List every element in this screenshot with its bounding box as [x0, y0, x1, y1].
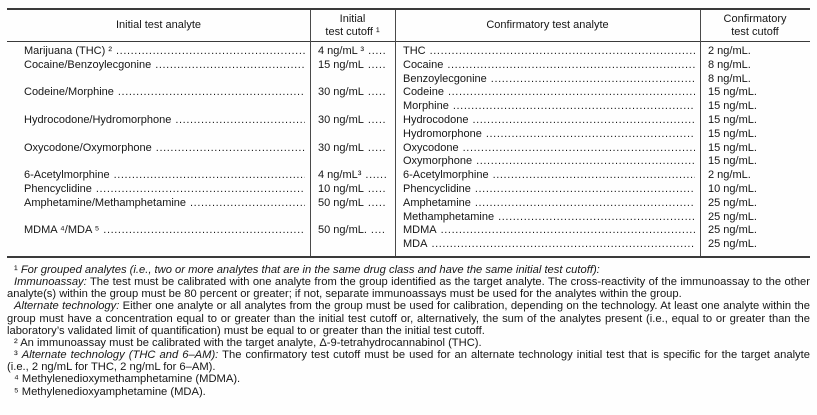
dot-leader: [103, 224, 305, 238]
confirmatory-analyte-label: Hydromorphone: [403, 127, 482, 140]
dot-leader: [463, 142, 695, 156]
initial-cutoff-value: 30 ng/mL: [318, 86, 364, 99]
confirmatory-analyte-label: 6-Acetylmorphine: [403, 169, 489, 182]
dot-leader: [116, 45, 305, 59]
initial-analyte-label: Hydrocodone/Hydromorphone: [24, 113, 172, 126]
initial-cutoff-cell: [310, 73, 395, 87]
confirmatory-analyte-label: MDA: [403, 238, 428, 251]
initial-analyte-cell: [7, 197, 310, 211]
initial-cutoff-cell: [310, 86, 395, 100]
confirmatory-analyte-cell: [395, 128, 700, 142]
confirmatory-analyte-label: Cocaine: [403, 58, 444, 71]
confirmatory-cutoff-cell: [700, 45, 810, 59]
initial-analyte-cell: [7, 142, 310, 156]
footnote-text: ⁴ Methylenedioxymethamphetamine (MDMA).: [14, 373, 241, 386]
initial-analyte-cell: [7, 86, 310, 100]
confirmatory-analyte-cell: [395, 86, 700, 100]
initial-cutoff-value: 30 ng/mL: [318, 141, 364, 154]
dot-leader: [431, 238, 695, 252]
dot-leader: [190, 197, 305, 211]
confirmatory-analyte-cell: [395, 238, 700, 252]
column-divider: [700, 10, 701, 256]
dot-leader: [368, 45, 386, 59]
confirmatory-analyte-cell: [395, 211, 700, 225]
confirmatory-cutoff-value: 10 ng/mL.: [708, 182, 757, 195]
confirmatory-analyte-label: Methamphetamine: [403, 210, 495, 223]
header-label: Initial test analyte: [116, 19, 201, 32]
initial-analyte-label: Amphetamine/Methamphetamine: [24, 196, 187, 209]
initial-cutoff-cell: [310, 169, 395, 183]
confirmatory-cutoff-cell: [700, 183, 810, 197]
table-header-row: [7, 10, 810, 42]
confirmatory-analyte-label: Morphine: [403, 100, 449, 113]
initial-cutoff-cell: [310, 59, 395, 73]
footnote-1: [7, 264, 810, 276]
dot-leader: [365, 169, 386, 183]
footnote-lead-in: Alternate technology:: [14, 300, 120, 313]
confirmatory-cutoff-cell: [700, 224, 810, 238]
table-body: [7, 42, 810, 256]
footnote-4: [7, 373, 810, 385]
confirmatory-analyte-cell: [395, 183, 700, 197]
footnote-lead-in: Immunoassay:: [14, 276, 87, 289]
initial-analyte-cell: [7, 155, 310, 169]
initial-cutoff-cell: [310, 45, 395, 59]
dot-leader: [96, 183, 305, 197]
header-label-line1: Confirmatory: [723, 13, 787, 25]
dot-leader: [371, 224, 386, 238]
column-divider: [310, 10, 311, 256]
initial-cutoff-cell: [310, 183, 395, 197]
confirmatory-analyte-label: Amphetamine: [403, 196, 471, 209]
initial-cutoff-cell: [310, 224, 395, 238]
confirmatory-analyte-cell: [395, 73, 700, 87]
initial-analyte-cell: [7, 114, 310, 128]
confirmatory-cutoff-cell: [700, 142, 810, 156]
dot-leader: [368, 142, 386, 156]
initial-analyte-label: 6-Acetylmorphine: [24, 169, 110, 182]
confirmatory-cutoff-cell: [700, 114, 810, 128]
confirmatory-cutoff-cell: [700, 100, 810, 114]
dot-leader: [448, 86, 695, 100]
confirmatory-cutoff-cell: [700, 86, 810, 100]
dot-leader: [493, 169, 695, 183]
initial-cutoff-value: 4 ng/mL³: [318, 169, 362, 182]
initial-cutoff-cell: [310, 155, 395, 169]
initial-analyte-cell: [7, 224, 310, 238]
initial-analyte-label: Cocaine/Benzoylecgonine: [24, 58, 152, 71]
footnote-text: Either one analyte or all analytes from the group must be used for calibration, depending on the technology. At least one analyte within the group must have a concentration equal to or greater than the initial test cutoff or, alternatively, the sum of the analytes present (i.e., equal to or greater than the laboratory’s validated limit of quantification) must be equal to or greater than the initial test cutoff.: [7, 300, 810, 337]
confirmatory-analyte-cell: [395, 155, 700, 169]
confirmatory-cutoff-cell: [700, 197, 810, 211]
confirmatory-analyte-cell: [395, 224, 700, 238]
dot-leader: [475, 183, 695, 197]
initial-cutoff-cell: [310, 238, 395, 252]
initial-analyte-cell: [7, 45, 310, 59]
confirmatory-cutoff-cell: [700, 238, 810, 252]
confirmatory-cutoff-value: 2 ng/mL.: [708, 45, 751, 57]
initial-cutoff-value: 30 ng/mL: [318, 113, 364, 126]
dot-leader: [441, 224, 695, 238]
dot-leader: [430, 45, 695, 59]
footnote-marker: ³: [14, 349, 22, 362]
confirmatory-analyte-label: MDMA: [403, 224, 437, 237]
initial-analyte-label: Marijuana (THC) ²: [24, 45, 113, 57]
footnote-3: [7, 349, 810, 373]
dot-leader: [475, 197, 695, 211]
dot-leader: [368, 59, 386, 73]
footnote-text: For grouped analytes (i.e., two or more analytes that are in the same drug class and have the same initial test cutoff):: [20, 263, 600, 276]
initial-analyte-cell: [7, 238, 310, 252]
confirmatory-cutoff-cell: [700, 169, 810, 183]
footnote-5: [7, 386, 810, 398]
initial-analyte-cell: [7, 59, 310, 73]
confirmatory-cutoff-value: 15 ng/mL.: [708, 113, 757, 126]
confirmatory-cutoff-cell: [700, 128, 810, 142]
confirmatory-analyte-cell: [395, 169, 700, 183]
header-label-line2: test cutoff: [731, 25, 779, 38]
confirmatory-cutoff-cell: [700, 155, 810, 169]
initial-analyte-cell: [7, 169, 310, 183]
header-label: Confirmatory test analyte: [486, 19, 609, 32]
column-divider: [395, 10, 396, 256]
confirmatory-cutoff-value: 25 ng/mL.: [708, 238, 757, 251]
confirmatory-analyte-label: Oxymorphone: [403, 155, 473, 168]
initial-cutoff-cell: [310, 128, 395, 142]
confirmatory-analyte-cell: [395, 197, 700, 211]
confirmatory-analyte-cell: [395, 142, 700, 156]
initial-cutoff-cell: [310, 142, 395, 156]
initial-analyte-cell: [7, 73, 310, 87]
dot-leader: [486, 128, 695, 142]
page: [7, 8, 810, 398]
dot-leader: [175, 114, 305, 128]
initial-cutoff-cell: [310, 211, 395, 225]
confirmatory-cutoff-cell: [700, 211, 810, 225]
initial-cutoff-value: 15 ng/mL: [318, 58, 364, 71]
confirmatory-cutoff-value: 25 ng/mL.: [708, 196, 757, 209]
confirmatory-cutoff-value: 8 ng/mL.: [708, 58, 751, 71]
confirmatory-cutoff-value: 15 ng/mL.: [708, 100, 757, 113]
initial-analyte-cell: [7, 128, 310, 142]
drug-cutoff-table: [7, 8, 810, 258]
confirmatory-analyte-cell: [395, 59, 700, 73]
initial-cutoff-cell: [310, 114, 395, 128]
initial-cutoff-cell: [310, 100, 395, 114]
initial-analyte-label: Codeine/Morphine: [24, 86, 114, 99]
dot-leader: [368, 197, 386, 211]
dot-leader: [118, 86, 305, 100]
footnote-text: The confirmatory test cutoff must be used for an alternate technology initial test that is specific for the target analyte (i.e., 2 ng/mL for THC, 2 ng/mL for 6–AM).: [7, 349, 810, 374]
dot-leader: [368, 183, 386, 197]
footnotes: [7, 264, 810, 398]
dot-leader: [114, 169, 305, 183]
initial-cutoff-value: 10 ng/mL: [318, 182, 364, 195]
confirmatory-analyte-label: Hydrocodone: [403, 113, 469, 126]
confirmatory-cutoff-cell: [700, 59, 810, 73]
dot-leader: [368, 114, 386, 128]
dot-leader: [498, 211, 695, 225]
footnote-immunoassay: [7, 276, 810, 300]
confirmatory-cutoff-value: 15 ng/mL.: [708, 141, 757, 154]
dot-leader: [472, 114, 695, 128]
initial-analyte-label: MDMA ⁴/MDA ⁵: [24, 224, 100, 237]
confirmatory-analyte-cell: [395, 100, 700, 114]
header-initial-test-analyte: [7, 10, 310, 41]
footnote-lead-in: Alternate technology (THC and 6–AM):: [21, 349, 219, 362]
confirmatory-analyte-label: Benzoylecgonine: [403, 72, 487, 85]
confirmatory-cutoff-value: 15 ng/mL.: [708, 127, 757, 140]
dot-leader: [156, 142, 305, 156]
initial-analyte-label: Oxycodone/Oxymorphone: [24, 141, 152, 154]
footnote-text: ⁵ Methylenedioxyamphetamine (MDA).: [14, 385, 206, 398]
confirmatory-cutoff-value: 15 ng/mL.: [708, 86, 757, 99]
confirmatory-cutoff-cell: [700, 73, 810, 87]
confirmatory-analyte-label: Codeine: [403, 86, 444, 99]
initial-analyte-cell: [7, 211, 310, 225]
initial-cutoff-value: 50 ng/mL: [318, 196, 364, 209]
footnote-marker: ¹: [14, 263, 21, 276]
confirmatory-analyte-label: Oxycodone: [403, 141, 459, 154]
dot-leader: [155, 59, 305, 73]
footnote-text: The test must be calibrated with one analyte from the group identified as the target analyte. The cross-reactivity of the immunoassay to the other analyte(s) within the group must be 80 percent or greater; if not, separate immunoassays must be used for the analytes within the group.: [7, 276, 810, 301]
confirmatory-cutoff-value: 25 ng/mL.: [708, 224, 757, 237]
footnote-alternate-technology: [7, 300, 810, 336]
dot-leader: [491, 73, 695, 87]
dot-leader: [447, 59, 695, 73]
footnote-text: ² An immunoassay must be calibrated with the target analyte, Δ-9-tetrahydrocannabinol (THC).: [14, 336, 482, 349]
header-label-line1: Initial: [339, 13, 366, 25]
header-label-line2: test cutoff ¹: [325, 25, 380, 38]
confirmatory-cutoff-value: 25 ng/mL.: [708, 210, 757, 223]
initial-analyte-label: Phencyclidine: [24, 182, 92, 195]
confirmatory-cutoff-value: 15 ng/mL.: [708, 155, 757, 168]
footnote-2: [7, 337, 810, 349]
header-confirmatory-test-analyte: [395, 10, 700, 41]
confirmatory-cutoff-value: 2 ng/mL.: [708, 169, 751, 182]
header-initial-test-cutoff: [310, 10, 395, 41]
confirmatory-analyte-label: Phencyclidine: [403, 182, 471, 195]
initial-cutoff-cell: [310, 197, 395, 211]
initial-cutoff-value: 50 ng/mL.: [318, 224, 367, 237]
dot-leader: [476, 155, 695, 169]
initial-analyte-cell: [7, 100, 310, 114]
confirmatory-analyte-cell: [395, 114, 700, 128]
dot-leader: [368, 86, 386, 100]
dot-leader: [453, 100, 695, 114]
confirmatory-analyte-cell: [395, 45, 700, 59]
header-confirmatory-test-cutoff: [700, 10, 810, 41]
initial-cutoff-value: 4 ng/mL ³: [318, 45, 365, 57]
initial-analyte-cell: [7, 183, 310, 197]
confirmatory-analyte-label: THC: [403, 45, 426, 57]
confirmatory-cutoff-value: 8 ng/mL.: [708, 72, 751, 85]
